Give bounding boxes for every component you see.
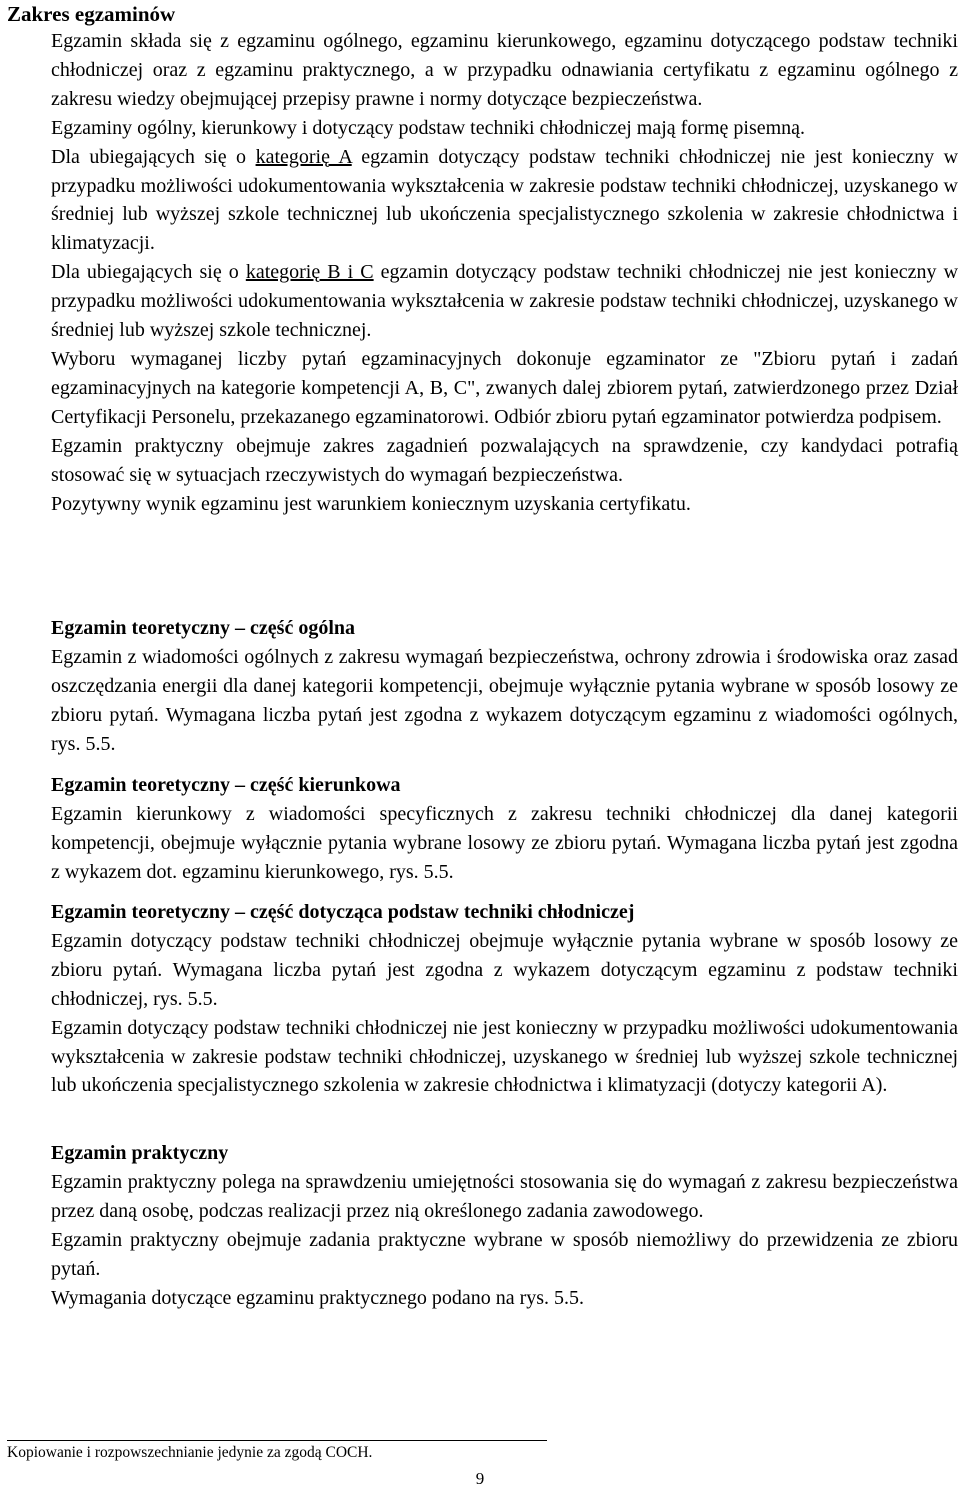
category-bc-link: kategorię B i C xyxy=(245,261,374,284)
footnote: Kopiowanie i rozpowszechnianie jedynie za zgodą COCH. xyxy=(7,1444,373,1461)
intro-paragraph-7: Pozytywny wynik egzaminu jest warunkiem koniecznym uzyskania certyfikatu. xyxy=(51,492,691,515)
intro-paragraph-3-post: egzamin dotyczący podstaw techniki chłodniczej nie jest konieczny w przypadku możliwości udokumentowania wykształcenia w zakresie podstaw techniki chłodniczej, uzyskanego w średniej lub wyższej szkole technicznej lub ukończenia specjalistycznego szkolenia w zakresie chłodnictwa i klimatyzacji. xyxy=(51,145,959,255)
intro-paragraph-4 xyxy=(51,258,958,345)
section-practical-exam xyxy=(51,1139,958,1312)
intro-paragraph-6: Egzamin praktyczny obejmuje zakres zagadnień pozwalających na sprawdzenie, czy kandydaci potrafią stosować się w sytuacjach rzeczywistych do wymagań bezpieczeństwa. xyxy=(51,434,958,486)
intro-paragraph-1: Egzamin składa się z egzaminu ogólnego, egzaminu kierunkowego, egzaminu dotyczącego podstaw techniki chłodniczej oraz z egzaminu praktycznego, a w przypadku odnawiania certyfikatu z egzaminu ogólnego z zakresu wiedzy obejmującej przepisy prawne i normy dotyczące bezpieczeństwa. xyxy=(51,30,958,110)
section-paragraph: Egzamin dotyczący podstaw techniki chłodniczej nie jest konieczny w przypadku możliwości udokumentowania wykształcenia w zakresie podstaw techniki chłodniczej, uzyskanego w średniej lub wyższej szkole technicznej lub ukończenia specjalistycznego szkolenia w zakresie chłodnictwa i klimatyzacji (dotyczy kategorii A). xyxy=(51,1016,958,1097)
section-refrigeration-basics-exam xyxy=(51,898,958,1100)
section-heading: Egzamin teoretyczny – część ogólna xyxy=(51,617,355,639)
intro-paragraph-3 xyxy=(51,143,958,259)
section-paragraph: Egzamin z wiadomości ogólnych z zakresu wymagań bezpieczeństwa, ochrony zdrowia i środowiska oraz zasad oszczędzania energii dla danej kategorii kompetencji, obejmuje wyłącznie pytania wybrane w sposób losowy ze zbioru pytań. Wymagana liczba pytań jest zgodna z wykazem dotyczącym egzaminu z wiadomości ogólnych, rys. 5.5. xyxy=(51,645,958,755)
section-heading: Egzamin praktyczny xyxy=(51,1142,229,1164)
intro-section xyxy=(51,0,958,518)
page-title: Zakres egzaminów xyxy=(7,2,176,26)
section-paragraph: Wymagania dotyczące egzaminu praktycznego podano na rys. 5.5. xyxy=(51,1286,585,1309)
page-number: 9 xyxy=(475,1469,485,1488)
intro-paragraph-3-pre: Dla ubiegających się o xyxy=(51,145,256,168)
section-heading: Egzamin teoretyczny – część kierunkowa xyxy=(51,774,401,796)
footnote-divider xyxy=(7,1440,547,1441)
section-paragraph: Egzamin praktyczny obejmuje zadania praktyczne wybrane w sposób niemożliwy do przewidzenia ze zbioru pytań. xyxy=(51,1228,958,1280)
section-heading: Egzamin teoretyczny – część dotycząca podstaw techniki chłodniczej xyxy=(51,901,635,923)
section-paragraph: Egzamin praktyczny polega na sprawdzeniu umiejętności stosowania się do wymagań z zakresu bezpieczeństwa przez daną osobę, podczas realizacji przez nią określonego zadania zawodowego. xyxy=(51,1170,958,1222)
intro-paragraph-5: Wyboru wymaganej liczby pytań egzaminacyjnych dokonuje egzaminator ze "Zbioru pytań i zadań egzaminacyjnych na kategorie kompetencji A, B, C", zwanych dalej zbiorem pytań, zatwierdzonego przez Dział Certyfikacji Personelu, przekazanego egzaminatorowi. Odbiór zbioru pytań egzaminator potwierdza podpisem. xyxy=(51,347,958,428)
section-directional-exam xyxy=(51,771,958,887)
category-a-link: kategorię A xyxy=(255,145,352,168)
intro-paragraph-4-pre: Dla ubiegających się o xyxy=(51,261,246,284)
section-paragraph: Egzamin dotyczący podstaw techniki chłodniczej obejmuje wyłącznie pytania wybrane w sposób losowy ze zbioru pytań. Wymagana liczba pytań jest zgodna z wykazem dotyczącym egzaminu z podstaw techniki chłodniczej, rys. 5.5. xyxy=(51,929,958,1010)
intro-paragraph-4-post: egzamin dotyczący podstaw techniki chłodniczej nie jest konieczny w przypadku możliwości udokumentowania wykształcenia w zakresie podstaw techniki chłodniczej, uzyskanego w średniej lub wyższej szkole technicznej. xyxy=(51,261,959,342)
section-general-exam xyxy=(51,614,958,759)
intro-paragraph-2: Egzaminy ogólny, kierunkowy i dotyczący podstaw techniki chłodniczej mają formę pisemną. xyxy=(51,116,806,139)
section-paragraph: Egzamin kierunkowy z wiadomości specyficznych z zakresu techniki chłodniczej dla danej kategorii kompetencji, obejmuje wyłącznie pytania wybrane losowy ze zbioru pytań. Wymagana liczba pytań jest zgodna z wykazem dot. egzaminu kierunkowego, rys. 5.5. xyxy=(51,802,958,883)
